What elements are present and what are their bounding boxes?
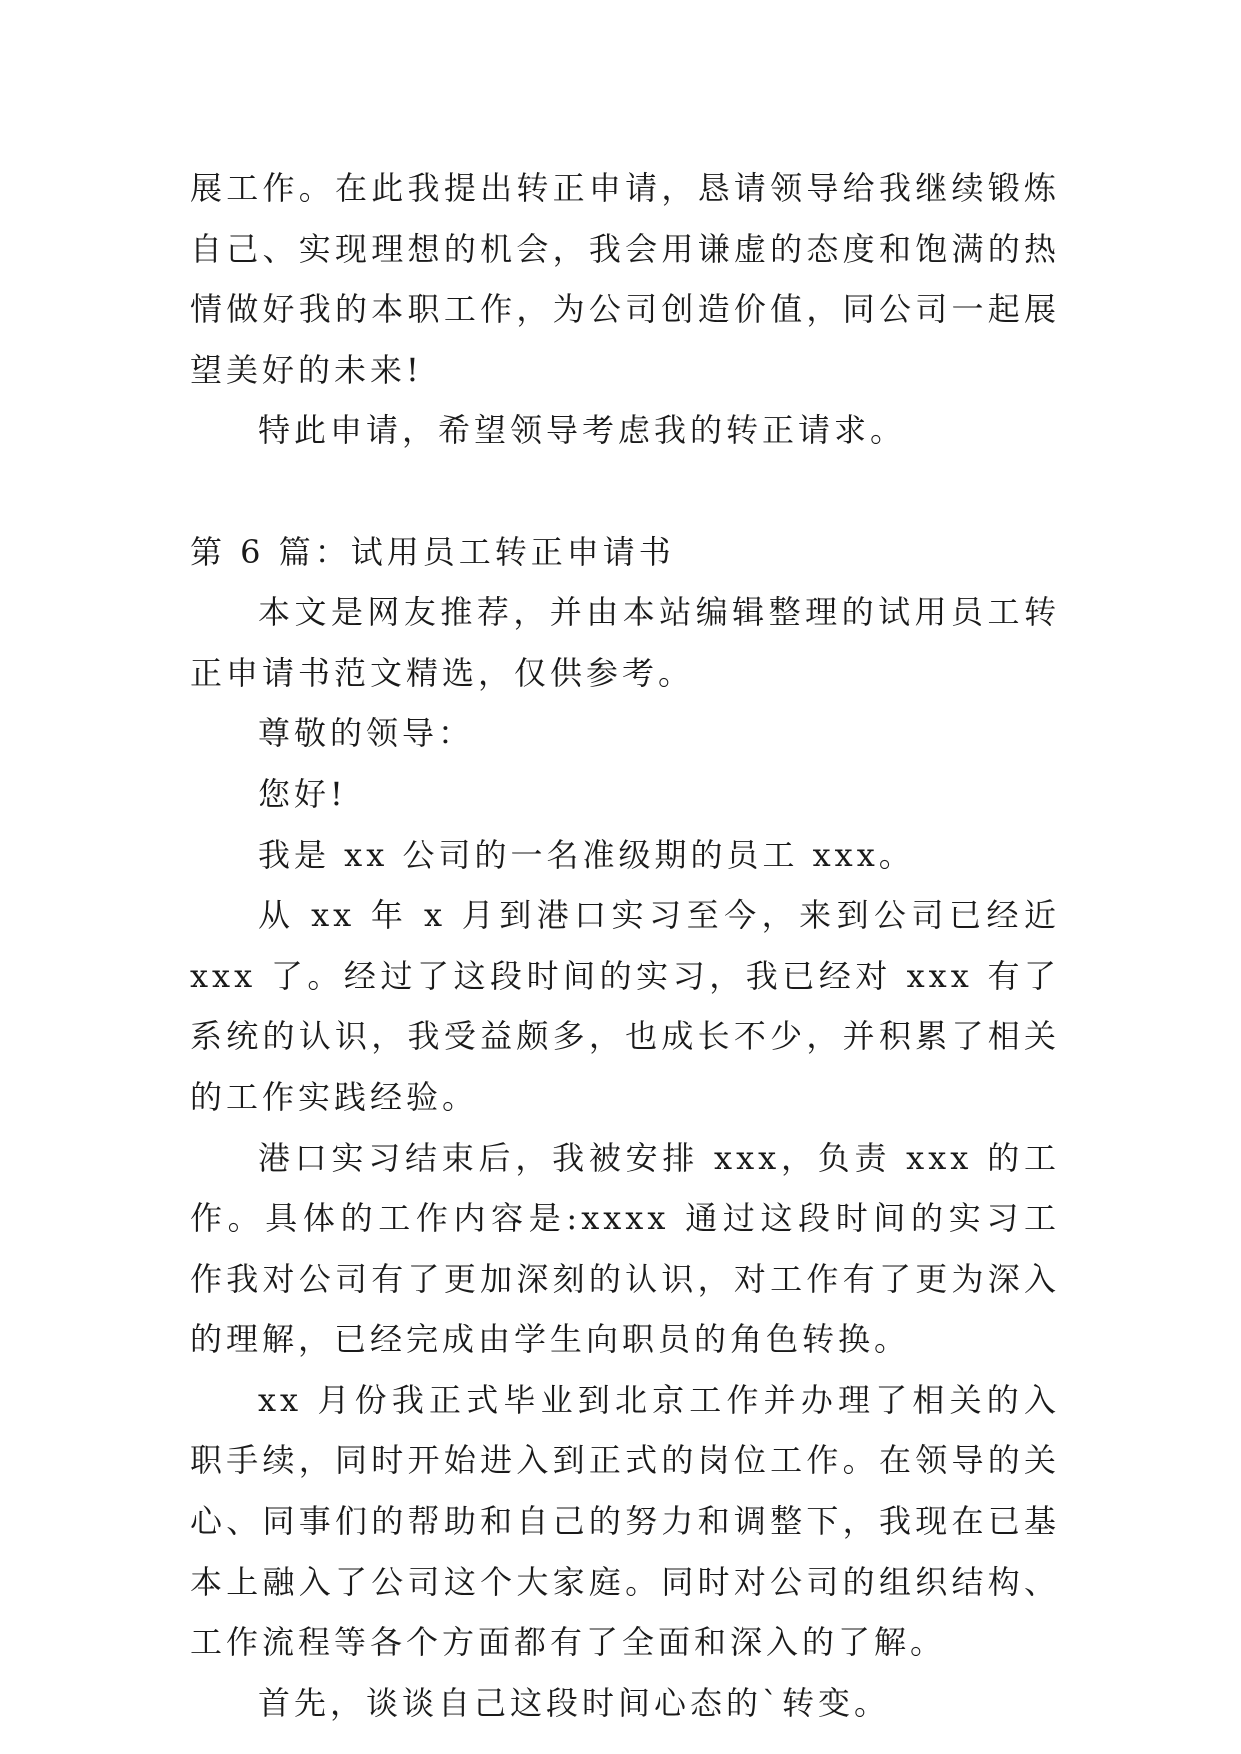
paragraph-assignment: 港口实习结束后，我被安排 xxx，负责 xxx 的工作。具体的工作内容是:xxxx 通过这段时间的实习工作我对公司有了更加深刻的认识，对工作有了更为深入的理解，已经完成由学生向职员的角色转换。 [190, 1138, 1060, 1359]
paragraph-continuation: 展工作。在此我提出转正申请，恳请领导给我继续锻炼自己、实现理想的机会，我会用谦虚的态度和饱满的热情做好我的本职工作，为公司创造价值，同公司一起展望美好的未来! [190, 169, 1060, 389]
paragraph-internship: 从 xx 年 x 月到港口实习至今，来到公司已经近 xxx 了。经过了这段时间的实习，我已经对 xxx 有了系统的认识，我受益颇多，也成长不少，并积累了相关的工作实践经验。 [190, 896, 1060, 1116]
paragraph-graduation: xx 月份我正式毕业到北京工作并办理了相关的入职手续，同时开始进入到正式的岗位工作。在领导的关心、同事们的帮助和自己的努力和调整下，我现在已基本上融入了公司这个大家庭。同时对公司的组织结构、工作流程等各个方面都有了全面和深入的了解。 [190, 1380, 1060, 1662]
paragraph-closing: 特此申请，希望领导考虑我的转正请求。 [258, 411, 907, 450]
document-body [190, 158, 1060, 1733]
paragraph-first-point: 首先，谈谈自己这段时间心态的`转变。 [258, 1683, 891, 1722]
paragraph-salutation: 尊敬的领导： [258, 714, 475, 753]
paragraph-intro: 本文是网友推荐，并由本站编辑整理的试用员工转正申请书范文精选，仅供参考。 [190, 593, 1060, 692]
section-heading: 第 6 篇：试用员工转正申请书 [190, 532, 675, 571]
paragraph-greeting: 您好! [258, 774, 347, 813]
paragraph-self-intro: 我是 xx 公司的一名准级期的员工 xxx。 [258, 835, 915, 874]
